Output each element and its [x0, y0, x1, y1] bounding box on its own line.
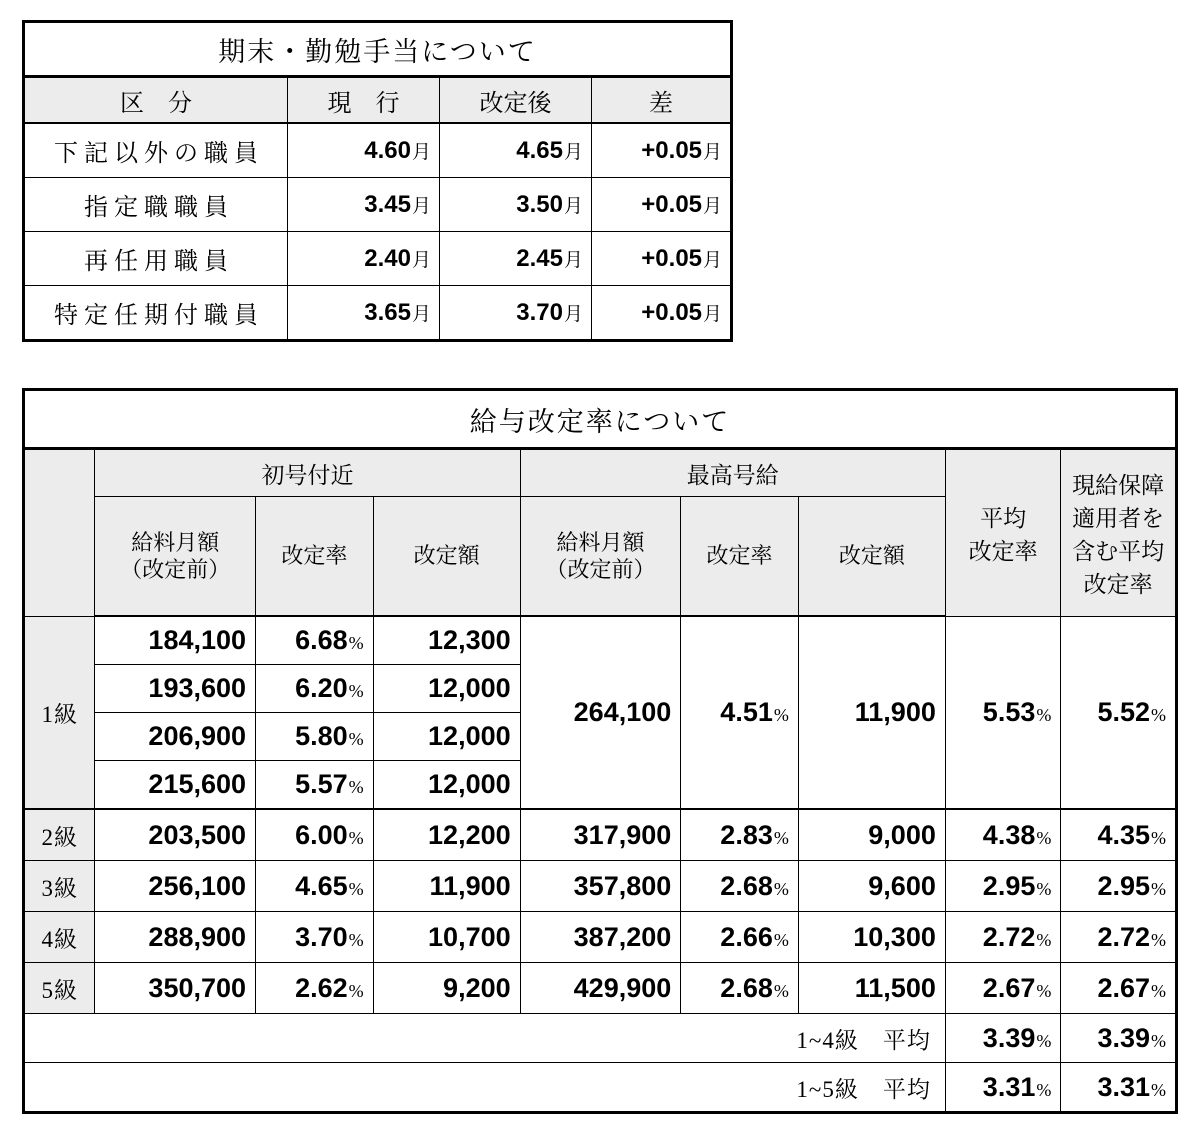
unit-percent: %	[773, 878, 789, 899]
table1-row1-current: 3.45月	[288, 178, 440, 232]
unit-percent: %	[348, 729, 364, 749]
table1-row0-current: 4.60月	[288, 123, 440, 178]
unit-percent: %	[1151, 929, 1166, 950]
table2-summary0-guaranteed-rate: 3.39%	[1061, 1014, 1177, 1063]
guaranteed-line1: 現給保障	[1072, 472, 1165, 498]
table2-row3-high-rate: 2.68%	[681, 963, 799, 1014]
table-row	[24, 963, 1177, 1014]
table2-row0-first-rate: 6.00%	[256, 809, 374, 861]
table2-row3-first-salary: 350,700	[95, 963, 256, 1014]
table2-subheader-first-rate: 改定率	[256, 497, 374, 617]
table2-g1r1-first-salary: 193,600	[95, 665, 256, 713]
unit-percent: %	[1151, 1079, 1166, 1100]
unit-percent: %	[773, 705, 789, 725]
table2-g1r1-first-rate: 6.20%	[256, 665, 374, 713]
unit-percent: %	[773, 980, 789, 1001]
unit-month: 月	[563, 141, 583, 163]
table2-row3-high-salary: 429,900	[520, 963, 681, 1014]
guaranteed-line3: 含む平均	[1072, 538, 1165, 564]
unit-percent: %	[348, 633, 364, 653]
table1-title: 期末・勤勉手当について	[24, 22, 732, 77]
unit-percent: %	[1151, 704, 1166, 725]
unit-month: 月	[703, 303, 723, 325]
table2-row0-guaranteed-rate: 4.35%	[1061, 809, 1177, 861]
table2-row1-first-salary: 256,100	[95, 861, 256, 912]
unit-month: 月	[411, 195, 431, 217]
unit-percent: %	[1036, 1030, 1052, 1051]
table2-g1r0-first-rate: 6.68%	[256, 616, 374, 665]
unit-month: 月	[411, 303, 431, 325]
table2-row2-avg-rate: 2.72%	[945, 912, 1061, 963]
table2-g1-avg-rate: 5.53%	[945, 616, 1061, 809]
table1-row3-revised: 3.70月	[440, 286, 592, 341]
table-row	[24, 286, 732, 341]
salary-revision-rate-table-wrap	[22, 388, 1178, 1114]
unit-percent: %	[1036, 878, 1052, 899]
table2-row3-grade: 5級	[24, 963, 95, 1014]
table1-row0-revised: 4.65月	[440, 123, 592, 178]
table1-row2-diff: +0.05月	[592, 232, 732, 286]
table2-subheader-first-salary	[95, 497, 256, 617]
table1-row2-revised: 2.45月	[440, 232, 592, 286]
table-row	[24, 616, 1177, 665]
table2-g1r3-first-amount: 12,000	[373, 761, 520, 810]
table2-summary0-label: 1~4級 平均	[24, 1014, 946, 1063]
table2-header-top-row	[24, 449, 1177, 497]
table2-row1-high-salary: 357,800	[520, 861, 681, 912]
unit-percent: %	[348, 980, 364, 1001]
unit-percent: %	[1036, 704, 1052, 725]
table1-header-revised: 改定後	[440, 77, 592, 124]
unit-percent: %	[1036, 980, 1052, 1001]
table2-g1r1-first-amount: 12,000	[373, 665, 520, 713]
table1-row1-diff: +0.05月	[592, 178, 732, 232]
table2-g1r2-first-rate: 5.80%	[256, 713, 374, 761]
table2-row2-first-rate: 3.70%	[256, 912, 374, 963]
table2-summary1-guaranteed-rate: 3.31%	[1061, 1063, 1177, 1113]
table-row	[24, 912, 1177, 963]
guaranteed-line4: 改定率	[1083, 571, 1153, 597]
table2-g1-guaranteed-rate: 5.52%	[1061, 616, 1177, 809]
table2-title: 給与改定率について	[24, 390, 1177, 449]
salary-line1: 給料月額	[131, 529, 220, 555]
unit-percent: %	[1151, 980, 1166, 1001]
table2-header-guaranteed-average-rate	[1061, 449, 1177, 617]
salary-line2: （改定前）	[545, 557, 656, 582]
unit-percent: %	[1036, 929, 1052, 950]
table1-row0-kubun: 下記以外の職員	[24, 123, 288, 178]
table2-header-first-group: 初号付近	[95, 449, 520, 497]
table2-summary0-avg-rate: 3.39%	[945, 1014, 1061, 1063]
table-row-summary	[24, 1014, 1177, 1063]
table2-title-row	[24, 390, 1177, 449]
table2-row0-high-rate: 2.83%	[681, 809, 799, 861]
table1-row3-kubun: 特定任期付職員	[24, 286, 288, 341]
table2-row2-guaranteed-rate: 2.72%	[1061, 912, 1177, 963]
table1-row1-kubun: 指定職職員	[24, 178, 288, 232]
table2-subheader-high-amount: 改定額	[798, 497, 945, 617]
table2-row1-avg-rate: 2.95%	[945, 861, 1061, 912]
table2-row3-avg-rate: 2.67%	[945, 963, 1061, 1014]
unit-month: 月	[563, 195, 583, 217]
table1-row2-current: 2.40月	[288, 232, 440, 286]
unit-month: 月	[703, 141, 723, 163]
bonus-allowance-table-wrap	[22, 20, 730, 342]
salary-revision-rate-table	[22, 388, 1178, 1114]
table-row	[24, 809, 1177, 861]
unit-month: 月	[703, 195, 723, 217]
table2-g1r2-first-salary: 206,900	[95, 713, 256, 761]
table1-row3-diff: +0.05月	[592, 286, 732, 341]
table2-grade1-label: 1級	[24, 616, 95, 809]
unit-month: 月	[563, 249, 583, 271]
table2-row3-first-rate: 2.62%	[256, 963, 374, 1014]
avg-rate-line1: 平均	[980, 505, 1027, 531]
table2-subheader-high-rate: 改定率	[681, 497, 799, 617]
table2-row0-first-salary: 203,500	[95, 809, 256, 861]
table2-row0-grade: 2級	[24, 809, 95, 861]
table2-row2-high-amount: 10,300	[798, 912, 945, 963]
table1-header-kubun: 区 分	[24, 77, 288, 124]
table2-row3-high-amount: 11,500	[798, 963, 945, 1014]
table-row	[24, 232, 732, 286]
table2-row0-high-amount: 9,000	[798, 809, 945, 861]
guaranteed-line2: 適用者を	[1072, 505, 1165, 531]
table2-g1r0-first-salary: 184,100	[95, 616, 256, 665]
table2-g1-high-rate: 4.51%	[681, 616, 799, 809]
salary-line2: （改定前）	[120, 557, 231, 582]
unit-month: 月	[703, 249, 723, 271]
unit-percent: %	[348, 827, 364, 848]
table2-row1-first-amount: 11,900	[373, 861, 520, 912]
table-row-summary	[24, 1063, 1177, 1113]
table2-g1-high-amount: 11,900	[798, 616, 945, 809]
table1-row1-revised: 3.50月	[440, 178, 592, 232]
table2-row2-high-rate: 2.66%	[681, 912, 799, 963]
unit-month: 月	[563, 303, 583, 325]
unit-month: 月	[411, 249, 431, 271]
table2-row0-high-salary: 317,900	[520, 809, 681, 861]
table2-g1-high-salary: 264,100	[520, 616, 681, 809]
table2-row0-first-amount: 12,200	[373, 809, 520, 861]
unit-percent: %	[1151, 878, 1166, 899]
table1-row2-kubun: 再任用職員	[24, 232, 288, 286]
table1-title-row	[24, 22, 732, 77]
table2-summary1-label: 1~5級 平均	[24, 1063, 946, 1113]
table2-row3-guaranteed-rate: 2.67%	[1061, 963, 1177, 1014]
table2-header-grade	[24, 449, 95, 617]
table2-g1r3-first-rate: 5.57%	[256, 761, 374, 810]
table2-row2-high-salary: 387,200	[520, 912, 681, 963]
table2-row3-first-amount: 9,200	[373, 963, 520, 1014]
bonus-allowance-table	[22, 20, 733, 342]
unit-percent: %	[348, 929, 364, 950]
table2-row2-first-amount: 10,700	[373, 912, 520, 963]
salary-line1: 給料月額	[556, 529, 645, 555]
table2-row1-grade: 3級	[24, 861, 95, 912]
unit-percent: %	[1036, 827, 1052, 848]
table2-row1-high-rate: 2.68%	[681, 861, 799, 912]
table1-row0-diff: +0.05月	[592, 123, 732, 178]
table1-row3-current: 3.65月	[288, 286, 440, 341]
table2-g1r3-first-salary: 215,600	[95, 761, 256, 810]
table2-g1r2-first-amount: 12,000	[373, 713, 520, 761]
unit-percent: %	[1151, 827, 1166, 848]
table2-row2-first-salary: 288,900	[95, 912, 256, 963]
table1-header-row	[24, 77, 732, 124]
unit-percent: %	[1036, 1079, 1052, 1100]
table2-row1-guaranteed-rate: 2.95%	[1061, 861, 1177, 912]
unit-percent: %	[773, 929, 789, 950]
table-row	[24, 861, 1177, 912]
unit-percent: %	[348, 878, 364, 899]
avg-rate-line2: 改定率	[968, 538, 1038, 564]
table2-row1-high-amount: 9,600	[798, 861, 945, 912]
table2-g1r0-first-amount: 12,300	[373, 616, 520, 665]
unit-month: 月	[411, 141, 431, 163]
table2-row2-grade: 4級	[24, 912, 95, 963]
table-row	[24, 178, 732, 232]
table2-row1-first-rate: 4.65%	[256, 861, 374, 912]
unit-percent: %	[1151, 1030, 1166, 1051]
table2-row0-avg-rate: 4.38%	[945, 809, 1061, 861]
table1-header-current: 現 行	[288, 77, 440, 124]
unit-percent: %	[348, 681, 364, 701]
table2-summary1-avg-rate: 3.31%	[945, 1063, 1061, 1113]
unit-percent: %	[348, 777, 364, 797]
table2-subheader-high-salary	[520, 497, 681, 617]
table2-header-highest-group: 最高号給	[520, 449, 945, 497]
table2-header-average-rate	[945, 449, 1061, 617]
unit-percent: %	[773, 827, 789, 848]
table1-header-diff: 差	[592, 77, 732, 124]
table2-subheader-first-amount: 改定額	[373, 497, 520, 617]
table-row	[24, 123, 732, 178]
